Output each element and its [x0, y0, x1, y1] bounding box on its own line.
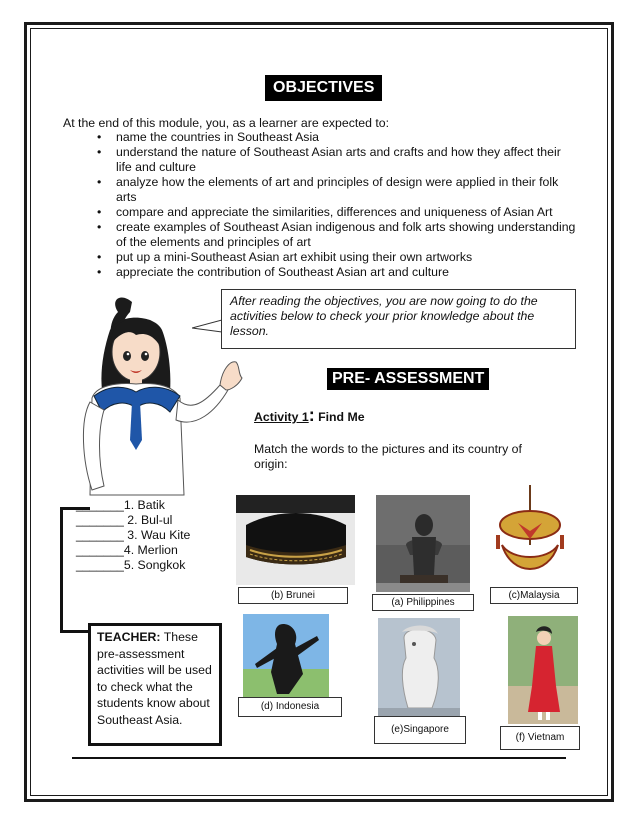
- objective-item: • understand the nature of Southeast Asian arts and crafts and how they affect their life and culture: [97, 145, 577, 175]
- word-item: _______5. Songkok: [76, 558, 186, 572]
- ao-dai-photo: [508, 616, 578, 724]
- objectives-title: OBJECTIVES: [265, 75, 382, 101]
- caption-philippines: (a) Philippines: [372, 594, 474, 611]
- caption-singapore: (e)Singapore: [374, 716, 466, 744]
- word-item: _______4. Merlion: [76, 543, 178, 557]
- wau-kite-photo: [488, 485, 572, 584]
- word-item: _______1. Batik: [76, 498, 165, 512]
- activity-heading: [254, 405, 365, 426]
- caption-indonesia: (d) Indonesia: [238, 697, 342, 717]
- teacher-note: [88, 623, 222, 746]
- objective-item: • appreciate the contribution of Southeast Asian art and culture: [97, 265, 577, 280]
- caption-brunei: (b) Brunei: [238, 587, 348, 604]
- teacher-text: These pre-assessment activities will be used to check what the students know about Southeast Asia.: [97, 630, 212, 727]
- caption-malaysia: (c)Malaysia: [490, 587, 578, 604]
- activity-colon: :: [308, 405, 315, 425]
- pre-assessment-title: PRE- ASSESSMENT: [327, 368, 489, 390]
- teacher-label: TEACHER:: [97, 630, 161, 644]
- objectives-intro: At the end of this module, you, as a learner are expected to:: [63, 116, 390, 130]
- speech-bubble: After reading the objectives, you are now going to do the activities below to check your prior knowledge about the lesson.: [221, 289, 576, 349]
- bul-ul-photo: [376, 495, 470, 592]
- objective-item: • analyze how the elements of art and principles of design were applied in their folk arts: [97, 175, 577, 205]
- objective-item: • create examples of Southeast Asian indigenous and folk arts showing understanding of the elements and principles of art: [97, 220, 577, 250]
- word-list: [76, 498, 190, 573]
- word-item: _______ 3. Wau Kite: [76, 528, 191, 542]
- songkok-photo: [236, 495, 355, 585]
- word-item: _______ 2. Bul-ul: [76, 513, 173, 527]
- activity-label: Activity 1: [254, 410, 309, 424]
- caption-vietnam: (f) Vietnam: [500, 726, 580, 750]
- objectives-list: [97, 130, 577, 280]
- objective-item: • put up a mini-Southeast Asian art exhibit using their own artworks: [97, 250, 577, 265]
- objective-item: • name the countries in Southeast Asia: [97, 130, 577, 145]
- bottom-rule: [72, 757, 566, 759]
- activity-name: Find Me: [314, 410, 365, 424]
- activity-instruction: Match the words to the pictures and its country of origin:: [254, 442, 522, 471]
- speech-bubble-tail: [192, 318, 222, 334]
- objective-item: • compare and appreciate the similarities, differences and uniqueness of Asian Art: [97, 205, 577, 220]
- merlion-photo: [378, 618, 460, 718]
- wayang-puppet-photo: [243, 614, 329, 699]
